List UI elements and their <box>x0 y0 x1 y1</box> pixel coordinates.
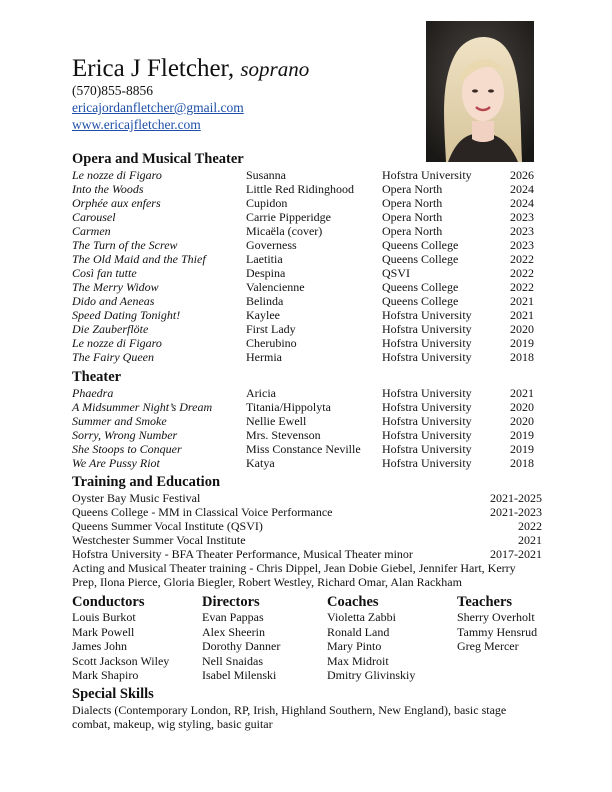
company-name: Queens College <box>382 294 459 308</box>
company-name: Hofstra University <box>382 168 472 182</box>
role-name: Mrs. Stevenson <box>246 428 321 442</box>
education-dates: 2017-2021 <box>490 547 542 561</box>
role-name: Cupidon <box>246 196 288 210</box>
section-title-theater: Theater <box>72 369 122 385</box>
production-year: 2020 <box>510 322 534 336</box>
coach-name: Dmitry Glivinskiy <box>327 668 416 682</box>
director-name: Dorothy Danner <box>202 639 281 653</box>
production-title: She Stoops to Conquer <box>72 442 182 456</box>
role-name: Hermia <box>246 350 282 364</box>
production-title: Le nozze di Figaro <box>72 336 162 350</box>
production-title: The Fairy Queen <box>72 350 154 364</box>
production-year: 2023 <box>510 224 534 238</box>
production-year: 2021 <box>510 308 534 322</box>
email-link[interactable]: ericajordanfletcher@gmail.com <box>72 100 244 115</box>
education-name: Queens College - MM in Classical Voice Performance <box>72 505 333 519</box>
education-list <box>72 491 542 589</box>
teachers-column <box>457 594 587 654</box>
education-row <box>72 519 542 533</box>
education-name: Queens Summer Vocal Institute (QSVI) <box>72 519 263 533</box>
conductor-name: Mark Powell <box>72 624 135 639</box>
company-name: Hofstra University <box>382 428 472 442</box>
conductor-name: James John <box>72 639 127 653</box>
company-name: Queens College <box>382 280 459 294</box>
role-name: Katya <box>246 456 275 470</box>
role-name: Nellie Ewell <box>246 414 307 428</box>
credit-row <box>72 238 542 252</box>
credit-row <box>72 280 542 294</box>
coaches-heading: Coaches <box>327 594 379 610</box>
education-dates: 2021 <box>518 533 542 547</box>
production-title: Carmen <box>72 224 111 238</box>
role-name: Aricia <box>246 386 276 400</box>
production-title: Orphée aux enfers <box>72 196 161 210</box>
education-name: Westchester Summer Vocal Institute <box>72 533 246 547</box>
section-title-education: Training and Education <box>72 474 221 490</box>
credit-row <box>72 294 542 308</box>
production-title: Speed Dating Tonight! <box>72 308 181 322</box>
production-year: 2019 <box>510 442 534 456</box>
credit-row <box>72 428 542 442</box>
education-row <box>72 533 542 547</box>
production-year: 2024 <box>510 182 534 196</box>
company-name: Hofstra University <box>382 322 472 336</box>
role-name: Titania/Hippolyta <box>246 400 331 414</box>
credit-row <box>72 400 542 414</box>
coach-name: Violetta Zabbi <box>327 610 396 624</box>
credit-row <box>72 168 542 182</box>
credit-row <box>72 210 542 224</box>
education-name: Hofstra University - BFA Theater Performance, Musical Theater minor <box>72 547 413 561</box>
company-name: Opera North <box>382 224 443 238</box>
role-name: Susanna <box>246 168 286 182</box>
credit-row <box>72 266 542 280</box>
role-name: Valencienne <box>246 280 305 294</box>
conductors-heading: Conductors <box>72 594 145 610</box>
directors-column <box>202 594 332 683</box>
coach-name: Max Midroit <box>327 653 389 668</box>
company-name: Opera North <box>382 196 443 210</box>
production-title: Carousel <box>72 210 116 224</box>
section-title-skills: Special Skills <box>72 686 154 702</box>
education-row <box>72 505 542 519</box>
production-year: 2019 <box>510 428 534 442</box>
role-name: Cherubino <box>246 336 297 350</box>
conductor-name: Scott Jackson Wiley <box>72 653 170 668</box>
teacher-name: Tammy Hensrud <box>457 624 538 639</box>
credit-row <box>72 442 542 456</box>
director-name: Alex Sheerin <box>202 624 265 639</box>
opera-credits-table <box>72 168 542 364</box>
role-name: Carrie Pipperidge <box>246 210 331 224</box>
education-name: Oyster Bay Music Festival <box>72 491 201 505</box>
production-title: Sorry, Wrong Number <box>72 428 178 442</box>
credit-row <box>72 308 542 322</box>
performer-name <box>72 55 309 83</box>
theater-credits-table <box>72 386 542 470</box>
conductor-name: Mark Shapiro <box>72 668 139 682</box>
production-year: 2022 <box>510 252 534 266</box>
production-title: Dido and Aeneas <box>72 294 155 308</box>
company-name: Hofstra University <box>382 308 472 322</box>
conductors-column <box>72 594 202 683</box>
conductor-name: Louis Burkot <box>72 610 136 624</box>
coach-name: Ronald Land <box>327 624 390 639</box>
credit-row <box>72 386 542 400</box>
website-link[interactable]: www.ericajfletcher.com <box>72 117 201 132</box>
voice-type: soprano <box>240 57 310 81</box>
production-year: 2019 <box>510 336 534 350</box>
director-name: Evan Pappas <box>202 610 264 624</box>
role-name: Despina <box>246 266 286 280</box>
production-year: 2023 <box>510 210 534 224</box>
company-name: Hofstra University <box>382 414 472 428</box>
company-name: Hofstra University <box>382 456 472 470</box>
role-name: Little Red Ridinghood <box>246 182 354 196</box>
company-name: Queens College <box>382 252 459 266</box>
production-year: 2024 <box>510 196 534 210</box>
production-year: 2018 <box>510 350 534 364</box>
directors-heading: Directors <box>202 594 260 610</box>
company-name: Queens College <box>382 238 459 252</box>
education-dates: 2022 <box>518 519 542 533</box>
production-year: 2020 <box>510 400 534 414</box>
section-title-opera: Opera and Musical Theater <box>72 151 244 167</box>
production-title: The Turn of the Screw <box>72 238 178 252</box>
phone-number: (570)855-8856 <box>72 83 153 98</box>
role-name: Governess <box>246 238 297 252</box>
production-year: 2021 <box>510 386 534 400</box>
credit-row <box>72 322 542 336</box>
role-name: Laetitia <box>246 252 283 266</box>
production-year: 2022 <box>510 280 534 294</box>
education-row <box>72 491 542 505</box>
production-title: The Merry Widow <box>72 280 159 294</box>
production-title: Into the Woods <box>72 182 144 196</box>
role-name: Kaylee <box>246 308 280 322</box>
teacher-name: Sherry Overholt <box>457 610 535 624</box>
credit-row <box>72 182 542 196</box>
director-name: Isabel Milenski <box>202 668 277 682</box>
headshot-photo <box>426 21 534 162</box>
role-name: Belinda <box>246 294 284 308</box>
production-year: 2022 <box>510 266 534 280</box>
production-title: Summer and Smoke <box>72 414 167 428</box>
teacher-name: Greg Mercer <box>457 639 519 653</box>
production-title: Così fan tutte <box>72 266 137 280</box>
credit-row <box>72 196 542 210</box>
company-name: Opera North <box>382 182 443 196</box>
credit-row <box>72 350 542 364</box>
production-title: The Old Maid and the Thief <box>72 252 206 266</box>
credit-row <box>72 456 542 470</box>
company-name: QSVI <box>382 266 411 280</box>
education-dates: 2021-2025 <box>490 491 542 505</box>
coach-name: Mary Pinto <box>327 639 382 653</box>
education-dates: 2021-2023 <box>490 505 542 519</box>
education-row <box>72 547 542 561</box>
production-year: 2023 <box>510 238 534 252</box>
company-name: Opera North <box>382 210 443 224</box>
production-title: Phaedra <box>72 386 114 400</box>
production-title: A Midsummer Night’s Dream <box>72 400 213 414</box>
company-name: Hofstra University <box>382 386 472 400</box>
production-year: 2020 <box>510 414 534 428</box>
acting-training-text: Acting and Musical Theater training - Chris Dippel, Jean Dobie Giebel, Jennifer Hart, Kerry Prep, Ilona Pierce, Gloria Biegler, Robert Westley, Richard Omar, Alan Rackham <box>72 561 516 589</box>
production-year: 2018 <box>510 456 534 470</box>
director-name: Nell Snaidas <box>202 653 263 668</box>
company-name: Hofstra University <box>382 336 472 350</box>
credit-row <box>72 336 542 350</box>
coaches-column <box>327 594 457 683</box>
role-name: Micaëla (cover) <box>246 224 323 238</box>
teachers-heading: Teachers <box>457 594 513 610</box>
production-title: We Are Pussy Riot <box>72 456 160 470</box>
production-title: Die Zauberflöte <box>72 322 149 336</box>
role-name: First Lady <box>246 322 296 336</box>
name-text: Erica J Fletcher, <box>72 55 235 82</box>
production-year: 2021 <box>510 294 534 308</box>
skills-text: Dialects (Contemporary London, RP, Irish, Highland Southern, New England), basic stage combat, makeup, wig styling, basic guitar <box>72 703 507 731</box>
credit-row <box>72 414 542 428</box>
production-title: Le nozze di Figaro <box>72 168 162 182</box>
credit-row <box>72 224 542 238</box>
company-name: Hofstra University <box>382 400 472 414</box>
company-name: Hofstra University <box>382 350 472 364</box>
credit-row <box>72 252 542 266</box>
role-name: Miss Constance Neville <box>246 442 361 456</box>
company-name: Hofstra University <box>382 442 472 456</box>
production-year: 2026 <box>510 168 534 182</box>
